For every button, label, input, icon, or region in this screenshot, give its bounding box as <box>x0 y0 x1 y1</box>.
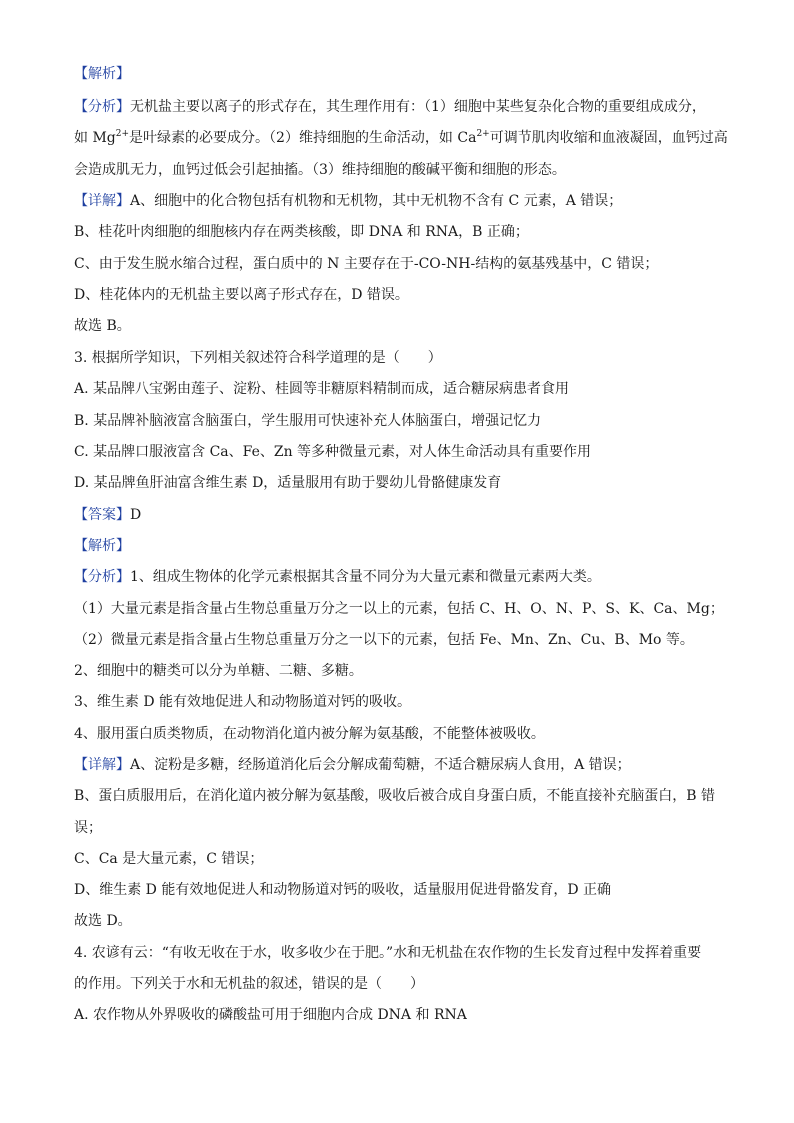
analysis-tag: 【分析】 <box>74 99 130 115</box>
detail-line: D、桂花体内的无机盐主要以离子形式存在，D 错误。 <box>74 287 409 303</box>
analysis-paragraph-line: （2）微量元素是指含量占生物总重量万分之一以下的元素，包括 Fe、Mn、Zn、Cu、B、Mo 等。 <box>74 632 694 648</box>
analysis-text: 无机盐主要以离子的形式存在，其生理作用有：（1）细胞中某些复杂化合物的重要组成成分， <box>130 99 706 115</box>
conclusion-line: 故选 D。 <box>74 913 132 929</box>
analysis-heading: 【解析】 <box>74 66 130 82</box>
question-stem: 3. 根据所学知识，下列相关叙述符合科学道理的是（ ） <box>74 350 442 366</box>
detail-line: C、由于发生脱水缩合过程，蛋白质中的 N 主要存在于-CO-NH-结构的氨基残基中，C 错误； <box>74 256 659 272</box>
analysis-text: 1、组成生物体的化学元素根据其含量不同分为大量元素和微量元素两大类。 <box>130 569 601 585</box>
analysis-paragraph-line: 4、服用蛋白质类物质，在动物消化道内被分解为氨基酸，不能整体被吸收。 <box>74 726 545 742</box>
detail-line: B、桂花叶肉细胞的细胞核内存在两类核酸，即 DNA 和 RNA，B 正确； <box>74 224 529 240</box>
detail-line: 误； <box>74 820 102 836</box>
answer-tag: 【答案】 <box>74 507 130 523</box>
detail-text: A、细胞中的化合物包括有机物和无机物，其中无机物不含有 C 元素，A 错误； <box>130 193 623 209</box>
detail-tag: 【详解】 <box>74 193 130 209</box>
superscript: 2+ <box>115 129 130 139</box>
question-stem: 4. 农谚有云：“有收无收在于水，收多收少在于肥。”水和无机盐在农作物的生长发育过程中发挥着重要 <box>74 945 702 961</box>
detail-line: B、蛋白质服用后，在消化道内被分解为氨基酸，吸收后被合成自身蛋白质，不能直接补充脑蛋白，B 错 <box>74 788 716 804</box>
question-option: B. 某品牌补脑液富含脑蛋白，学生服用可快速补充人体脑蛋白，增强记忆力 <box>74 413 542 429</box>
superscript: 2+ <box>476 129 490 139</box>
question-stem: 的作用。下列关于水和无机盐的叙述，错误的是（ ） <box>74 976 424 992</box>
analysis-paragraph-line <box>74 128 728 148</box>
analysis-paragraph-line <box>74 567 601 587</box>
analysis-tag: 【分析】 <box>74 569 130 585</box>
detail-text: A、淀粉是多糖，经肠道消化后会分解成葡萄糖，不适合糖尿病人食用，A 错误； <box>130 757 631 773</box>
analysis-paragraph-line <box>74 97 706 117</box>
question-option: C. 某品牌口服液富含 Ca、Fe、Zn 等多种微量元素，对人体生命活动具有重要作用 <box>74 444 592 460</box>
analysis-paragraph-line: 2、细胞中的糖类可以分为单糖、二糖、多糖。 <box>74 663 363 679</box>
question-option: D. 某品牌鱼肝油富含维生素 D，适量服用有助于婴幼儿骨骼健康发育 <box>74 475 502 491</box>
analysis-paragraph-line: 会造成肌无力，血钙过低会引起抽搐。（3）维持细胞的酸碱平衡和细胞的形态。 <box>74 162 566 178</box>
detail-tag: 【详解】 <box>74 757 130 773</box>
question-option: A. 农作物从外界吸收的磷酸盐可用于细胞内合成 DNA 和 RNA <box>74 1007 467 1023</box>
detail-line <box>74 755 631 775</box>
analysis-text: 是叶绿素的必要成分。（2）维持细胞的生命活动，如 Ca <box>129 130 477 146</box>
detail-line: C、Ca 是大量元素，C 错误； <box>74 851 264 867</box>
analysis-paragraph-line: 3、维生素 D 能有效地促进人和动物肠道对钙的吸收。 <box>74 694 412 710</box>
answer-line <box>74 505 141 525</box>
analysis-heading: 【解析】 <box>74 538 130 554</box>
detail-line <box>74 191 622 211</box>
analysis-text: 可调节肌肉收缩和血液凝固，血钙过高 <box>489 130 728 146</box>
conclusion-line: 故选 B。 <box>74 318 131 334</box>
analysis-paragraph-line: （1）大量元素是指含量占生物总重量万分之一以上的元素，包括 C、H、O、N、P、S、K、Ca、Mg； <box>74 601 724 617</box>
analysis-text: 如 Mg <box>74 130 116 146</box>
detail-line: D、维生素 D 能有效地促进人和动物肠道对钙的吸收，适量服用促进骨骼发育，D 正确 <box>74 882 612 898</box>
question-option: A. 某品牌八宝粥由莲子、淀粉、桂圆等非糖原料精制而成，适合糖尿病患者食用 <box>74 381 570 397</box>
answer-value: D <box>130 507 142 523</box>
